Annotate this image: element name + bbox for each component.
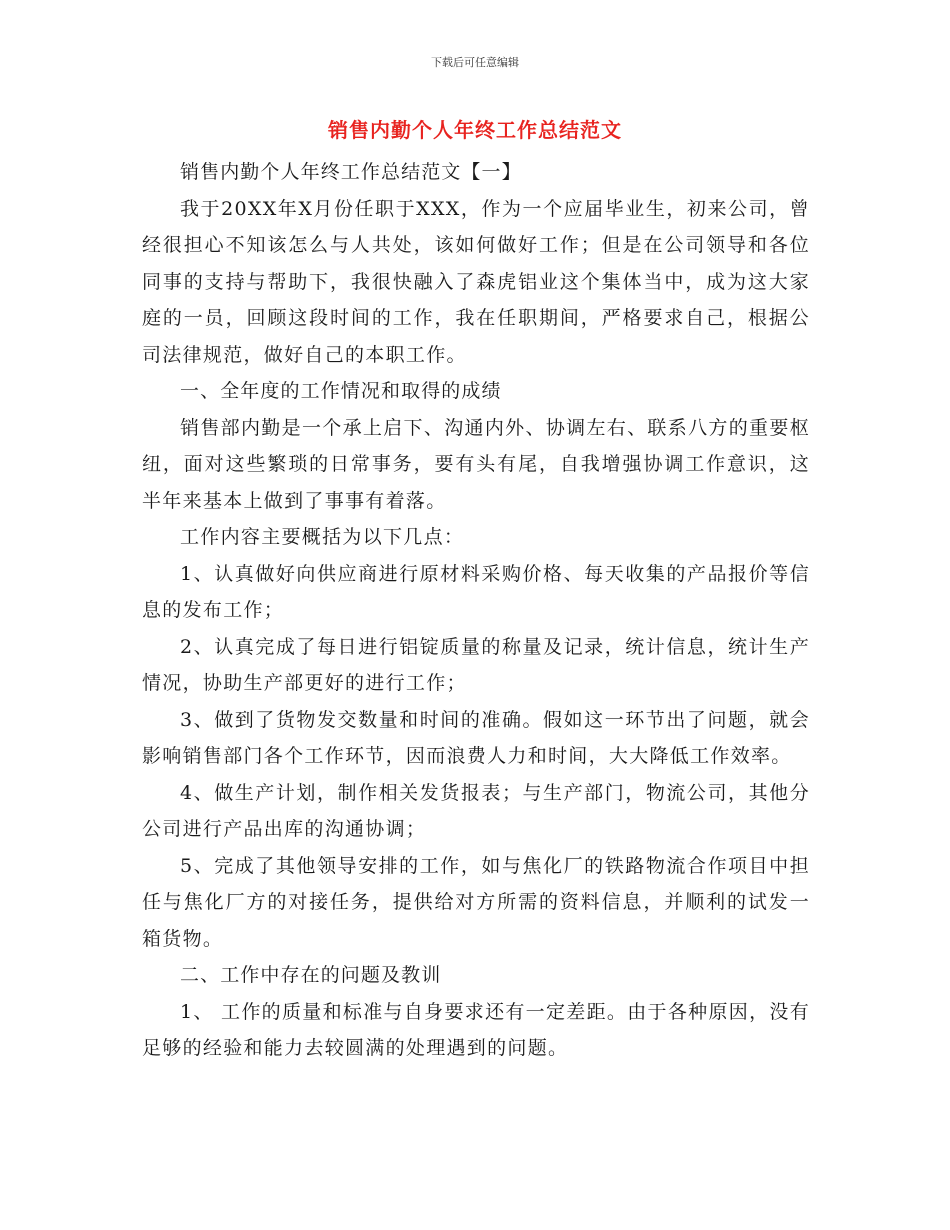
- document-title: 销售内勤个人年终工作总结范文: [328, 118, 622, 142]
- list-item: 2、认真完成了每日进行铝锭质量的称量及记录，统计信息，统计生产情况，协助生产部更好的进行工作；: [142, 635, 810, 694]
- list-item: 1、认真做好向供应商进行原材料采购价格、每天收集的产品报价等信息的发布工作；: [142, 562, 810, 621]
- list-item: 5、完成了其他领导安排的工作，如与焦化厂的铁路物流合作项目中担任与焦化厂方的对接任务，提供给对方所需的资料信息，并顺利的试发一箱货物。: [142, 854, 810, 950]
- paragraph-intro: 我于20XX年X月份任职于XXX，作为一个应届毕业生，初来公司，曾经很担心不知该怎么与人共处，该如何做好工作；但是在公司领导和各位同事的支持与帮助下，我很快融入了森虎铝业这个集体当中，成为这大家庭的一员，回顾这段时间的工作，我在任职期间，严格要求自己，根据公司法律规范，做好自己的本职工作。: [142, 197, 810, 366]
- download-note: 下载后可任意编辑: [431, 56, 519, 69]
- list-item: 3、做到了货物发交数量和时间的准确。假如这一环节出了问题，就会影响销售部门各个工作环节，因而浪费人力和时间，大大降低工作效率。: [142, 708, 810, 767]
- section-heading-achievements: 一、全年度的工作情况和取得的成绩: [180, 380, 502, 402]
- paragraph-summary-lead: 工作内容主要概括为以下几点：: [180, 526, 465, 548]
- list-item: 1、 工作的质量和标准与自身要求还有一定差距。由于各种原因，没有足够的经验和能力去较圆满的处理遇到的问题。: [142, 1000, 810, 1059]
- section-heading-problems: 二、工作中存在的问题及教训: [180, 964, 442, 986]
- paragraph-role: 销售部内勤是一个承上启下、沟通内外、协调左右、联系八方的重要枢纽，面对这些繁琐的日常事务，要有头有尾，自我增强协调工作意识，这半年来基本上做到了事事有着落。: [142, 416, 810, 512]
- list-item: 4、做生产计划，制作相关发货报表；与生产部门，物流公司，其他分公司进行产品出库的沟通协调；: [142, 781, 810, 840]
- section-heading-one: 销售内勤个人年终工作总结范文【一】: [180, 161, 522, 183]
- document-body: [142, 154, 810, 1067]
